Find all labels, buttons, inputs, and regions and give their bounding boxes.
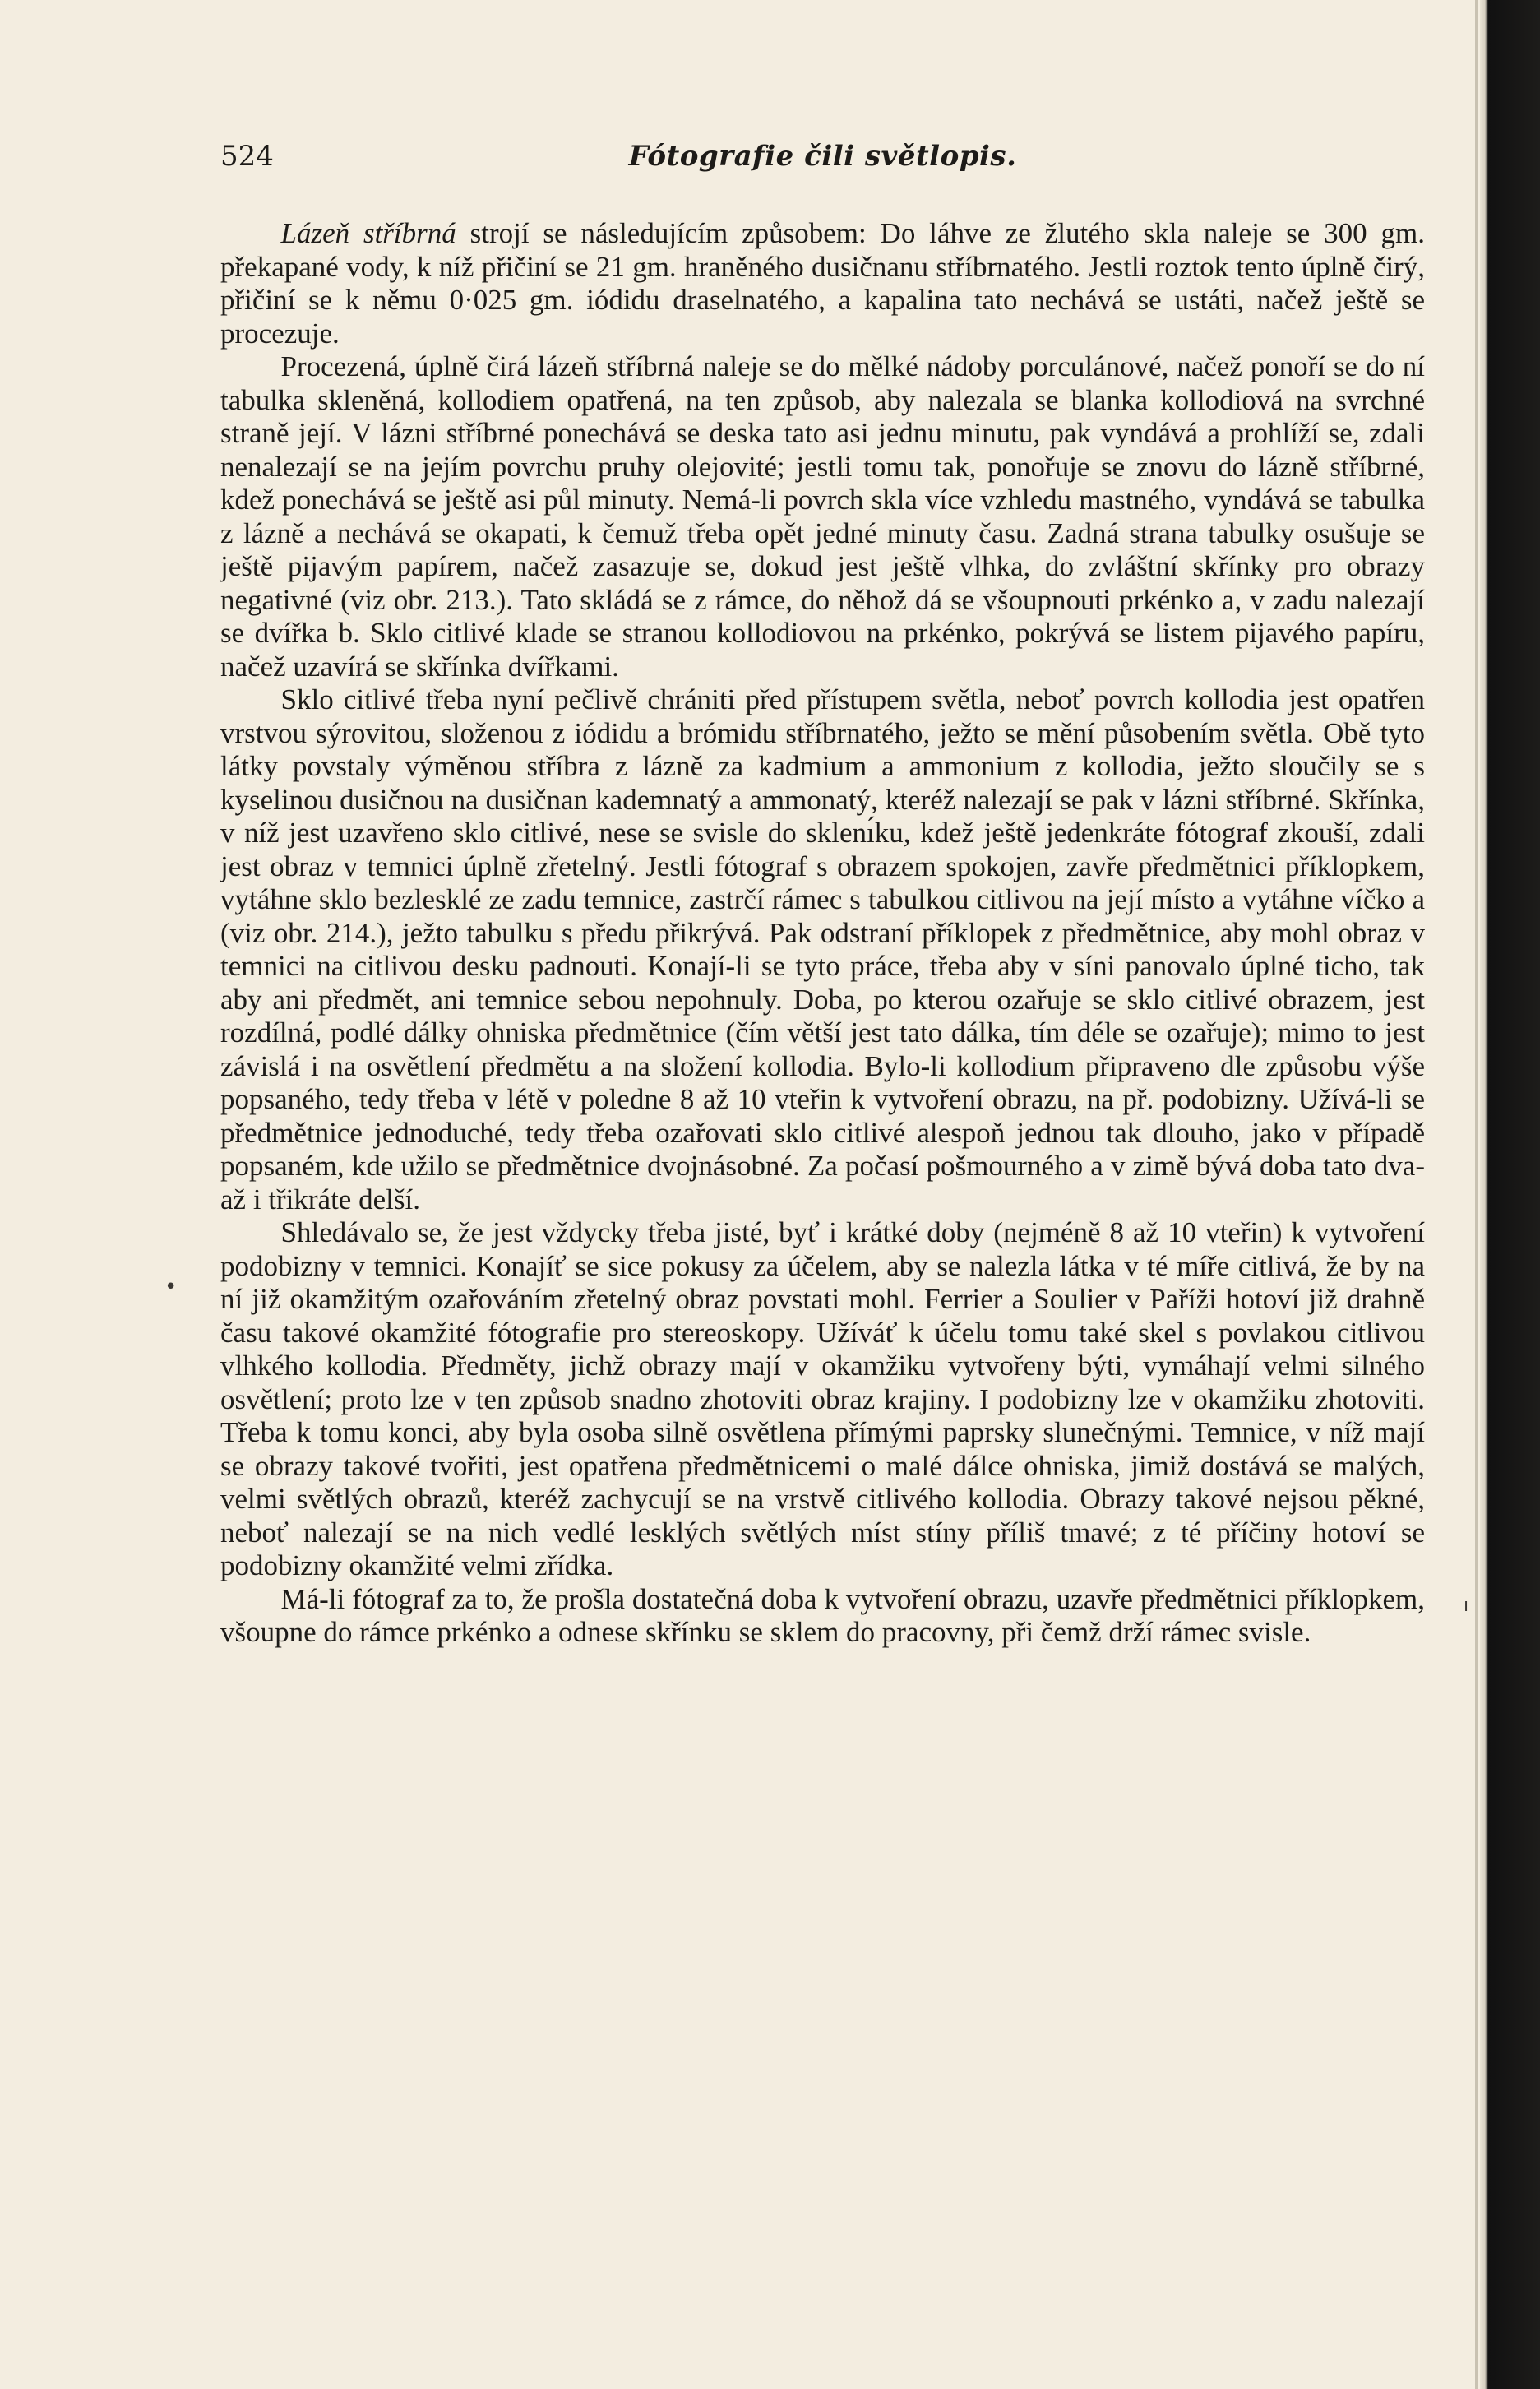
paragraph-instant-photography: Shledávalo se, že jest vždycky třeba jisté, byť i krátké doby (nejméně 8 až 10 vteřin) k vytvoření podobizny v temnici. Konajíť se sice pokusy za účelem, aby se nalezla látka v té míře citlivá, že by na ní již okamžitým ozařováním zřetelný obraz povstati mohl. Ferrier a Soulier v Paříži hotoví již drahně času takové okamžité fótografie pro stereoskopy. Užíváť k účelu tomu také skel s povlakou citlivou vlhkého kollodia. Předměty, jichž obrazy mají v okamžiku vytvořeny býti, vymáhají velmi silného osvětlení; proto lze v ten způsob snadno zhotoviti obraz krajiny. I podobizny lze v okamžiku zhotoviti. Třeba k tomu konci, aby byla osoba silně osvětlena přímými paprsky slunečnými. Temnice, v níž mají se obrazy takové tvořiti, jest opatřena předmětnicemi o malé dálce ohniska, jimiž dostává se malých, velmi světlých obrazů, kteréž zachycují se na vrstvě citlivého kollodia. Obrazy takové nejsou pěkné, neboť nalezají se na nich vedlé lesklých světlých míst stíny příliš tmavé; z té příčiny hotoví se podobizny okamžité velmi zřídka. <box>220 1216 1425 1581</box>
paragraph-silver-bath <box>220 217 1425 350</box>
page-edge-dark <box>1480 0 1540 2389</box>
page-header <box>220 140 1425 189</box>
paragraph-exposure: Sklo citlivé třeba nyní pečlivě chrániti před přístupem světla, neboť povrch kollodia jest opatřen vrstvou sýrovitou, složenou z iódidu a brómidu stříbrnatého, ježto se mění působením světla. Obě tyto látky povstaly výměnou stříbra z lázně za kadmium a ammonium z kollodia, ježto sloučily se s kyselinou dusičnou na dusičnan kademnatý a ammonatý, kteréž nalezají se pak v lázni stříbrné. Skřínka, v níž jest uzavřeno sklo citlivé, nese se svisle do sklenı́ku, kdež ještě jedenkráte fótograf zkouší, zdali jest obraz v temnici úplně zřetelný. Jestli fótograf s obrazem spokojen, zavře předmětnici příklopkem, vytáhne sklo bezlesklé ze zadu temnice, zastrčí rámec s tabulkou citlivou na její místo a vytáhne víčko a (viz obr. 214.), ježto tabulku s předu přikrývá. Pak odstraní příklopek z předmětnice, aby mohl obraz v temnici na citlivou desku padnouti. Konají-li se tyto práce, třeba aby v síni panovalo úplné ticho, tak aby ani předmět, ani temnice sebou nepohnuly. Doba, po kterou ozařuje se sklo citlivé obrazem, jest rozdílná, podlé dálky ohniska předmětnice (čím větší jest tato dálka, tím déle se ozařuje); mimo to jest závislá i na osvětlení předmětu a na složení kollodia. Bylo-li kollodium připraveno dle způsobu výše popsaného, tedy třeba v létě v poledne 8 až 10 vteřin k vytvoření obrazu, na př. podobizny. Užívá-li se předmětnice jednoduché, tedy třeba ozařovati sklo citlivé alespoň jednou tak dlouho, jako v případě popsaném, kde užilo se předmětnice dvojnásobné. Za počasí pošmourného a v zimě bývá doba tato dva- až i třikráte delší. <box>220 683 1425 1215</box>
page-number: 524 <box>220 140 274 173</box>
running-title: Fótografie čili světlopis. <box>628 140 1017 173</box>
margin-mark-left: • <box>164 1275 178 1299</box>
italic-term-silver-bath: Lázeň stříbrná <box>280 217 456 249</box>
body-text <box>220 217 1425 1650</box>
paragraph-closing: Má-li fótograf za to, že prošla dostatečná doba k vytvoření obrazu, uzavře předmětnici příklopkem, všoupne do rámce prkénko a odnese skřínku se sklem do pracovny, při čemž drží rámec svisle. <box>220 1582 1425 1648</box>
paragraph-text: strojí se následujícím způsobem: Do láhve ze žlutého skla naleje se 300 gm. překapané vody, k níž přičiní se 21 gm. hraněného dusičnanu stříbrnatého. Jestli roztok tento úplně čirý, přičiní se k němu 0·025 gm. iódidu draselnatého, a kapalina tato nechává se ustáti, načež ještě se procezuje. <box>220 217 1425 350</box>
margin-mark-right: ı <box>1464 1595 1469 1616</box>
paragraph-plate-preparation: Procezená, úplně čirá lázeň stříbrná naleje se do mělké nádoby porculánové, načež ponoří se do ní tabulka skleněná, kollodiem opatřená, na ten způsob, aby nalezala se blanka kollodiová na svrchné straně její. V lázni stříbrné ponechává se deska tato asi jednu minutu, pak vyndává a prohlíží se, zdali nenalezají se na jejím povrchu pruhy olejovité; jestli tomu tak, ponořuje se znovu do lázně stříbrné, kdež ponechává se ještě asi půl minuty. Nemá-li povrch skla více vzhledu mastného, vyndává se tabulka z lázně a nechává se okapati, k čemuž třeba opět jedné minuty času. Zadná strana tabulky osušuje se ještě pijavým papírem, načež zasazuje se, dokud jest ještě vlhka, do zvláštní skřínky pro obrazy negativné (viz obr. 213.). Tato skládá se z rámce, do něhož dá se všoupnouti prkénko a, v zadu nalezají se dvířka b. Sklo citlivé klade se stranou kollodiovou na prkénko, pokrývá se listem pijavého papíru, načež uzavírá se skřínka dvířkami. <box>220 350 1425 683</box>
page-binding-shadow <box>1475 0 1478 2389</box>
